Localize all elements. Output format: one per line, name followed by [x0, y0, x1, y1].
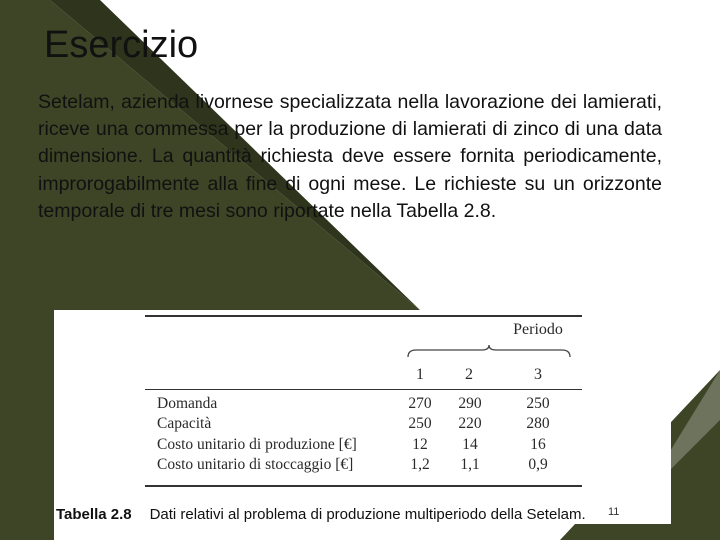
table-cell: 1,1	[460, 456, 480, 473]
slide-title: Esercizio	[44, 24, 199, 66]
table-cell: 12	[412, 436, 428, 453]
caption-text: Dati relativi al problema di produzione multiperiodo della Setelam.	[149, 506, 586, 523]
column-header-3: 3	[534, 366, 542, 383]
table-header-rule	[145, 389, 582, 390]
table-cell: 250	[526, 395, 550, 412]
table-cell: 250	[408, 415, 432, 432]
table-cell: 270	[408, 395, 432, 412]
table-cell: 14	[462, 436, 478, 453]
column-header-1: 1	[416, 366, 424, 383]
periodo-header: Periodo	[513, 321, 563, 338]
table-figure	[54, 311, 671, 524]
table-cell: 220	[458, 415, 482, 432]
row-label-capacita: Capacità	[157, 415, 212, 432]
caption-number: Tabella 2.8	[56, 506, 132, 523]
table-caption	[56, 506, 586, 523]
row-label-costo-produzione: Costo unitario di produzione [€]	[157, 436, 357, 453]
column-header-2: 2	[465, 366, 473, 383]
periodo-brace	[406, 344, 572, 358]
table-cell: 1,2	[410, 456, 430, 473]
slide-body-text: Setelam, azienda livornese specializzata nella lavorazione dei lamierati, riceve una commessa per la produzione di lamierati di zinco di una data dimensione. La quantità richiesta deve essere fornita periodicamente, improrogabilmente alla fine di ogni mese. Le richieste su un orizzonte temporale di tre mesi sono riportate nella Tabella 2.8.	[38, 91, 662, 222]
row-label-costo-stoccaggio: Costo unitario di stoccaggio [€]	[157, 456, 354, 473]
table-top-rule	[145, 315, 582, 317]
table-cell: 280	[526, 415, 550, 432]
row-label-domanda: Domanda	[157, 395, 218, 412]
page-number: 11	[608, 506, 620, 518]
table-bottom-rule	[145, 485, 582, 487]
table-cell: 16	[530, 436, 546, 453]
table-cell: 0,9	[528, 456, 548, 473]
table-cell: 290	[458, 395, 482, 412]
